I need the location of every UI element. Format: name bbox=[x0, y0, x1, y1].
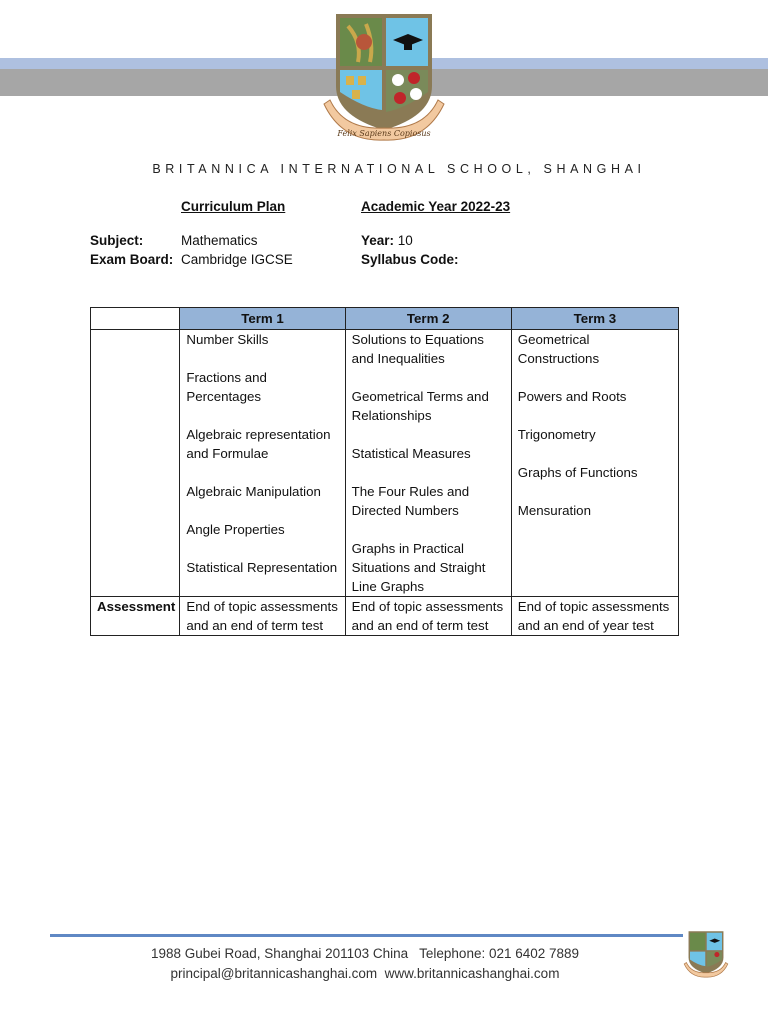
term-1-topics bbox=[180, 330, 345, 597]
footer-divider bbox=[50, 934, 683, 937]
assessment-row bbox=[91, 597, 679, 636]
subject-label: Subject: bbox=[90, 233, 144, 248]
topic-item: Algebraic representation and Formulae bbox=[186, 427, 331, 461]
topic-item: Statistical Representation bbox=[186, 560, 338, 575]
year-value: 10 bbox=[397, 233, 413, 248]
header-term-2: Term 2 bbox=[345, 308, 511, 330]
subject-value: Mathematics bbox=[181, 233, 258, 248]
academic-year: Academic Year 2022-23 bbox=[361, 199, 511, 214]
exam-board-label: Exam Board: bbox=[90, 252, 174, 267]
curriculum-table bbox=[90, 307, 679, 636]
topics-row bbox=[91, 330, 679, 597]
topic-item: Graphs of Functions bbox=[517, 465, 638, 480]
header-term-3: Term 3 bbox=[511, 308, 678, 330]
topic-item: Solutions to Equations and Inequalities bbox=[351, 332, 484, 366]
footer-crest-logo bbox=[682, 930, 730, 982]
topic-item: Powers and Roots bbox=[517, 389, 627, 404]
header-blank-cell bbox=[91, 308, 180, 330]
topic-item: Geometrical Constructions bbox=[517, 332, 600, 366]
topic-item: The Four Rules and Directed Numbers bbox=[351, 484, 470, 518]
header-term-1: Term 1 bbox=[180, 308, 345, 330]
topic-item: Geometrical Terms and Relationships bbox=[351, 389, 489, 423]
topics-row-label-cell bbox=[91, 330, 180, 597]
crest-motto: Felix Sapiens Copiosus bbox=[337, 129, 431, 138]
topic-item: Graphs in Practical Situations and Straight Line Graphs bbox=[351, 541, 486, 594]
exam-board-value: Cambridge IGCSE bbox=[181, 252, 293, 267]
term-2-topics bbox=[345, 330, 511, 597]
syllabus-code-label: Syllabus Code: bbox=[361, 252, 459, 267]
topic-item: Algebraic Manipulation bbox=[186, 484, 321, 499]
topic-item: Statistical Measures bbox=[351, 446, 471, 461]
term-1-assessment: End of topic assessments and an end of term test bbox=[180, 597, 345, 636]
footer-contact: principal@britannicashanghai.com www.britannicashanghai.com bbox=[170, 966, 560, 981]
year-label: Year: bbox=[361, 233, 395, 248]
assessment-label: Assessment bbox=[91, 597, 180, 636]
term-2-assessment: End of topic assessments and an end of term test bbox=[345, 597, 511, 636]
term-3-assessment: End of topic assessments and an end of year test bbox=[511, 597, 678, 636]
topic-item: Trigonometry bbox=[517, 427, 596, 442]
topic-item: Number Skills bbox=[186, 332, 269, 347]
school-crest-logo bbox=[318, 12, 450, 152]
topic-item: Mensuration bbox=[517, 503, 591, 518]
term-3-topics bbox=[511, 330, 678, 597]
footer-address: 1988 Gubei Road, Shanghai 201103 China Telephone: 021 6402 7889 bbox=[150, 946, 580, 961]
plan-title: Curriculum Plan bbox=[181, 199, 286, 214]
topic-item: Fractions and Percentages bbox=[186, 370, 267, 404]
table-header-row bbox=[91, 308, 679, 330]
school-name: BRITANNICA INTERNATIONAL SCHOOL, SHANGHAI bbox=[152, 162, 646, 176]
topic-item: Angle Properties bbox=[186, 522, 285, 537]
